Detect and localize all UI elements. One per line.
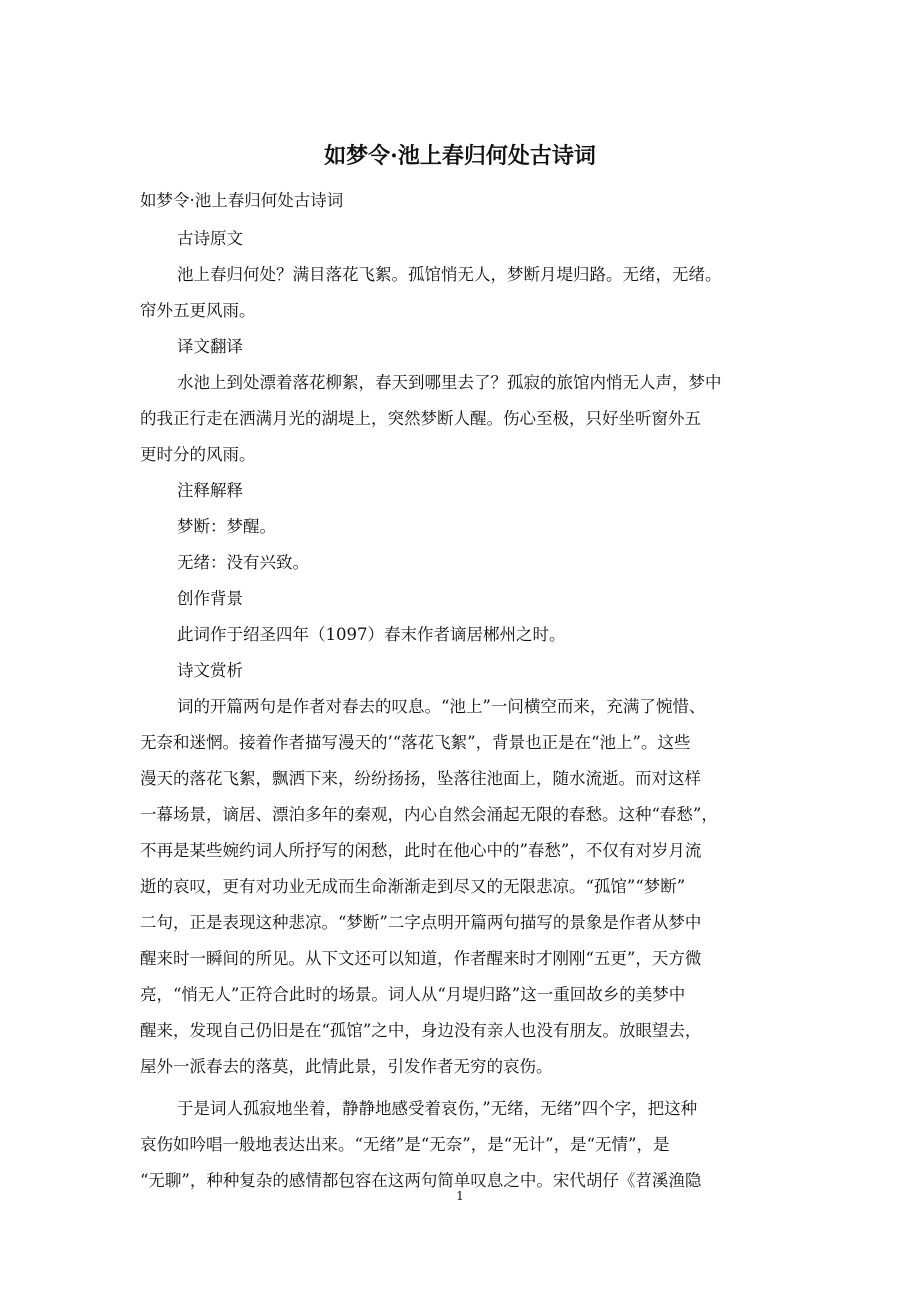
section-heading-background: 创作背景	[177, 589, 243, 608]
translation-line: 水池上到处漂着落花柳絮，春天到哪里去了？孤寂的旅馆内悄无人声，梦中	[177, 373, 722, 392]
appreciation-line: 一幕场景，谪居、漂泊多年的秦观，内心自然会涌起无限的春愁。这种“春愁”，	[140, 805, 718, 824]
background-line: 此词作于绍圣四年（1097）春末作者谪居郴州之时。	[177, 625, 566, 644]
appreciation-line: 屋外一派春去的落莫，此情此景，引发作者无穷的哀伤。	[140, 1057, 553, 1076]
poem-line: 帘外五更风雨。	[140, 301, 256, 320]
section-heading-translation: 译文翻译	[177, 337, 243, 356]
translation-line: 更时分的风雨。	[140, 445, 256, 464]
note-line: 梦断：梦醒。	[177, 517, 276, 536]
appreciation-line: 亮，“悄无人”正符合此时的场景。词人从“月堤归路”这一重回故乡的美梦中	[140, 985, 686, 1004]
section-heading-notes: 注释解释	[177, 481, 243, 500]
appreciation-line: 词的开篇两句是作者对春去的叹息。“池上”一问横空而来，充满了惋惜、	[177, 697, 706, 716]
page-number: 1	[456, 1189, 464, 1203]
poem-line: 池上春归何处？满目落花飞絮。孤馆悄无人，梦断月堤归路。无绪，无绪。	[177, 265, 722, 284]
note-line: 无绪：没有兴致。	[177, 553, 309, 572]
appreciation-line: “无聊”，种种复杂的感情都包容在这两句简单叹息之中。宋代胡仔《苕溪渔隐	[140, 1171, 702, 1190]
appreciation-line: 漫天的落花飞絮，飘洒下来，纷纷扬扬，坠落往池面上，随水流逝。而对这样	[140, 769, 701, 788]
appreciation-line: 醒来时一瞬间的所见。从下文还可以知道，作者醒来时才刚刚“五更”，天方微	[140, 949, 702, 968]
section-heading-original: 古诗原文	[177, 229, 243, 248]
subtitle-line: 如梦令·池上春归何处古诗词	[140, 191, 344, 210]
appreciation-line: 于是词人孤寂地坐着，静静地感受着哀伤，”无绪，无绪”四个字，把这种	[177, 1099, 698, 1118]
section-heading-appreciation: 诗文赏析	[177, 661, 243, 680]
translation-line: 的我正行走在洒满月光的湖堤上，突然梦断人醒。伤心至极，只好坐听窗外五	[140, 409, 701, 428]
appreciation-line: 不再是某些婉约词人所抒写的闲愁，此时在他心中的”春愁”，不仅有对岁月流	[140, 841, 702, 860]
appreciation-line: 二句，正是表现这种悲凉。“梦断”二字点明开篇两句描写的景象是作者从梦中	[140, 913, 702, 932]
appreciation-line: 逝的哀叹，更有对功业无成而生命渐渐走到尽又的无限悲凉。“孤馆”“梦断”	[140, 877, 686, 896]
appreciation-line: 哀伤如吟唱一般地表达出来。“无绪”是“无奈”，是“无计”，是“无情”，是	[140, 1135, 670, 1154]
appreciation-line: 无奈和迷惘。接着作者描写漫天的’“落花飞絮”，背景也正是在“池上”。这些	[140, 733, 691, 752]
page-title: 如梦令·池上春归何处古诗词	[324, 143, 596, 169]
appreciation-line: 醒来，发现自己仍旧是在“孤馆”之中，身边没有亲人也没有朋友。放眼望去，	[140, 1021, 702, 1040]
